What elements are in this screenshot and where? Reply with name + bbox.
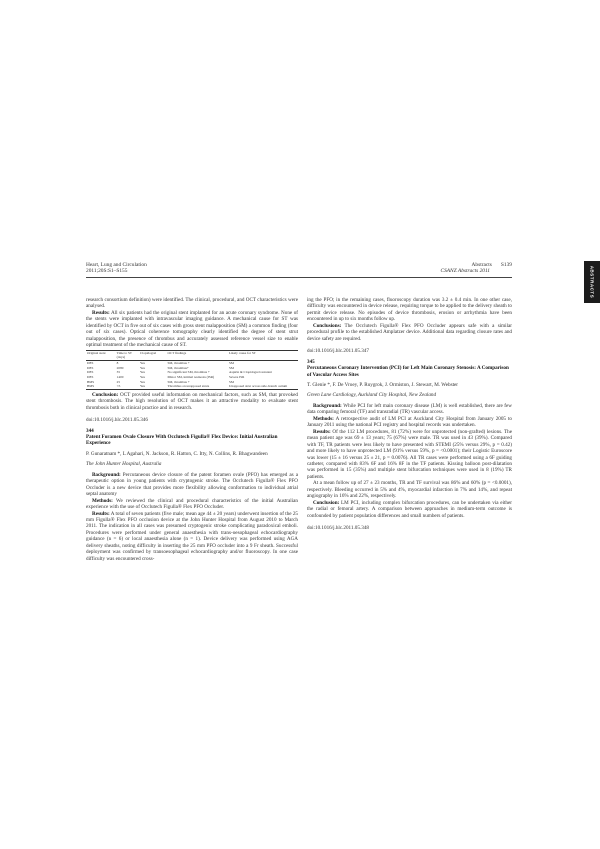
methods-heading: Methods: [92,497,113,504]
results-paragraph [86,310,298,349]
abstract-345-title: Percutaneous Coronary Intervention (PCI) for Left Main Coronary Stenosis: A Comparison of Vascular Access Sites [307,365,509,378]
abstract-344-background [86,472,298,498]
table-cell: Yes [139,374,145,379]
abstract-344-number: 344 [86,427,94,434]
table-header-cell: Original stent [86,350,116,360]
side-tab-label: ABSTRACTS [589,265,595,299]
volume-pages: 2011;20S:S1–S155 [86,268,128,275]
abstracts-side-tab [584,261,600,303]
table-cell: DES [87,360,94,365]
table-row [86,384,298,389]
table-cell: SM, thrombus + [167,379,190,384]
results-text: Of the 112 LM procedures, 81 (72%) were for unprotected (non-grafted) lesions. The mean patient age was 69 ± 13 years; 75 (67%) were male. TR was used in 43 (39%). Compared with TF, TR patients were less likely to have presented with STEMI (25% versus 29%, p = 0.42) and more likely to have unprotected LM (91% versus 59%, p = <0.0001); their Logistic Euroscore was lower (15 ± 16 versus 25 ± 21, p = 0.0076). All TR cases were performed using a 6F guiding catheter, compared with 83% 6F and 16% 8F in the TF patients. Kissing balloon post-dilatation was performed in 15 (35%) and multiple stent bifurcation techniques were used in 8 (19%) TR patients. [307,428,512,480]
table-cell: SM [229,379,234,384]
table-cell: Yes [139,365,145,370]
results-heading: Results: [313,428,331,435]
conclusion-text: LM PCI, including complex bifurcation procedures, can be undertaken via either the radial or femoral artery. A comparison between approaches in medium-term outcome is confounded by patient population differences and small numbers of patients. [307,499,512,519]
results-heading: Results: [92,510,110,517]
conclusion-heading: Conclusion: [313,499,340,506]
abstract-345-background [307,403,512,416]
table-cell: Yes [139,384,167,389]
abstract-345-results-followup: At a mean follow up of 27 ± 23 months, TR and TF survival was 86% and 60% (p = <0.0001), respectively. Bleeding occurred in 5% and 4%, myocardial infarction in 7% and 14%, and repeat angiography in 16% and 22%, respectively. [307,480,512,500]
table-cell: Minor SM, intimal resinosis (ISR) [167,374,215,379]
continued-paragraph: ing the PFO; in the remaining cases, fluoroscopy duration was 3.2 ± 0.4 min. In one other case, difficulty was encountered in device release, requiring torque to be applied to the delivery sheath to permit device release. No episodes of device thrombosis, erosion or arrhythmia have been encountered in up to six months follow up. [307,297,512,323]
conclusions-text: The Occlutech Figulla® Flex PFO Occluder appears safe with a similar procedural profile to the established Amplatzer device. Additional data regarding closure rates and device safety are required. [307,322,512,342]
background-heading: Background: [313,402,342,409]
table-cell: 25 [116,379,121,384]
conclusion-heading: Conclusion: [92,391,119,398]
abstract-344-results [86,511,298,563]
table-cell: 8 [116,360,119,365]
table-cell: <5 [116,384,139,389]
table-cell: SM [229,365,234,370]
background-text: Percutaneous device closure of the patent foramen ovale (PFO) has emerged as a therapeutic option in young patients with cryptogenic stroke. The Occlutech Figulla® Flex PFO Occluder is a new device that provides more flexibility allowing conformation to individual atrial septal anatomy [86,471,298,498]
table-cell: Thrombus on unapposed struts [167,384,228,389]
right-column [307,297,512,532]
table-cell: 35 [116,370,121,375]
results-text: A total of seven patients (five male; mean age 44 ± 20 years) underwent insertion of the 25 mm Figulla® Flex PFO occlusion device at the John Hunter Hospital from August 2010 to March 2011. The indication in all cases was presumed cryptogenic stroke complicating paradoxical emboli. Procedures were performed under general anaesthesia with trans-oesophageal echocardiography guidance (n = 6) or local anaesthesia alone (n = 1). Device delivery was performed using AGA delivery sheaths, noting difficulty in inserting the 25 mm PFO occluder into a 9 Fr sheath. Successful deployment was confirmed by transoesophageal echocardiography and/or fluoroscopy. In one case difficulty was encountered cross- [86,510,298,562]
abstract-344-title: Patent Foramen Ovale Closure With Occlutech Figulla® Flex Device: Initial Australian Experience [86,433,278,447]
abstract-344-methods [86,498,298,511]
table-cell: BMS [87,379,95,384]
table-cell: 2080 [116,365,124,370]
left-column [86,297,298,562]
table-cell: SM [229,360,234,365]
abstract-345-conclusion [307,500,512,519]
table-header-cell: Time to ST (days) [116,350,139,360]
abstract-344-authors: P. Gunaratnam *, L Agahari, N. Jackson, R. Hatton, C. Itty, N. Collins, R. Bhagwandeen [86,450,268,457]
supplement-label: CSANZ Abstracts 2011 [440,268,490,275]
conclusion-text: OCT provided useful information on mechanical factors, such as SM, that provoked stent thrombosis. The high resolution of OCT makes it an attractive modality to evaluate stent thrombosis both in clinical practice and in research. [86,391,298,411]
results-text: All six patients had the original stent implanted for an acute coronary syndrome. None of the stents were implanted with intravascular imaging guidance. A mechanical cause for ST was identified by OCT in five out of six cases with gross stent malapposition (SM) a common finding (four out of six cases). Optical coherence tomography clearly identified the degree of stent strut malapposition, the presence of thrombus and accurately assessed reference vessel size to enable optimal treatment of the mechanical cause of ST. [86,309,298,349]
abstract-345-results [307,429,512,481]
background-text: While PCI for left main coronary disease (LM) is well established, there are few data comparing femoral (TF) and transradial (TR) vascular access. [307,402,512,416]
header-rule [86,277,512,278]
table-header-cell: OCT findings [167,350,228,360]
methods-text: We reviewed the clinical and procedural characteristics of the initial Australian experience with the use of Occlutech Figulla® Flex PFO Occluder. [86,497,298,511]
table-cell: Severe ISR [229,374,245,379]
section-label: Abstracts [471,262,492,268]
table-cell: Aspirin & Clopidogrel resistant [229,370,272,375]
table-cell: Yes [139,360,145,365]
table-cell: Unapposed strut across side-branch ostium [228,384,298,389]
abstract-345-authors: T. Glenie *, F. De Vroey, P. Ruygrok, J. Ormiston, J. Stewart, M. Webster [307,381,459,388]
abstract-345-affiliation: Green Lane Cardiology, Auckland City Hospital, New Zealand [307,392,437,399]
running-header-right [350,262,512,275]
results-heading: Results: [92,309,110,316]
page-number: S139 [500,262,512,268]
continued-paragraph: research consortium definition) were identified. The clinical, procedural, and OCT characteristics were analysed. [86,297,298,310]
journal-name: Heart, Lung and Circulation [86,262,147,268]
doi-347: doi:10.1016/j.hlc.2011.05.347 [307,348,369,355]
table-cell: BMS [86,384,116,389]
table-header-cell: Likely cause for ST [228,350,298,360]
conclusions-paragraph [307,323,512,342]
methods-heading: Methods: [313,415,334,422]
table-cell: No significant SM, thrombus + [167,370,210,375]
table-cell: SM, thrombus+ [167,365,189,370]
abstract-344-affiliation: The John Hunter Hospital, Australia [86,461,162,468]
table-cell: Yes [139,370,145,375]
table-cell: 1400 [116,374,124,379]
doi-348: doi:10.1016/j.hlc.2011.05.348 [307,525,369,532]
table-header-row [86,350,298,360]
abstract-345-number: 345 [307,358,315,365]
table-cell: SM, thrombus + [167,360,190,365]
methods-text: A retrospective audit of LM PCI at Auckland City Hospital from January 2005 to January 2011 using the national PCI registry and hospital records was undertaken. [307,415,512,429]
table-row [86,370,298,375]
table-header-cell: Clopidogrel [139,350,167,360]
doi-346: doi:10.1016/j.hlc.2011.05.346 [86,417,148,424]
conclusions-heading: Conclusions: [313,322,342,329]
abstract-345-methods [307,416,512,429]
background-heading: Background: [92,471,121,478]
table-cell: DES [87,374,94,379]
conclusion-paragraph [86,392,298,411]
oct-table [86,350,298,390]
running-header-left [86,262,147,275]
table-cell: Yes [139,379,145,384]
table-cell: DES [87,370,94,375]
table-cell: DES [87,365,94,370]
